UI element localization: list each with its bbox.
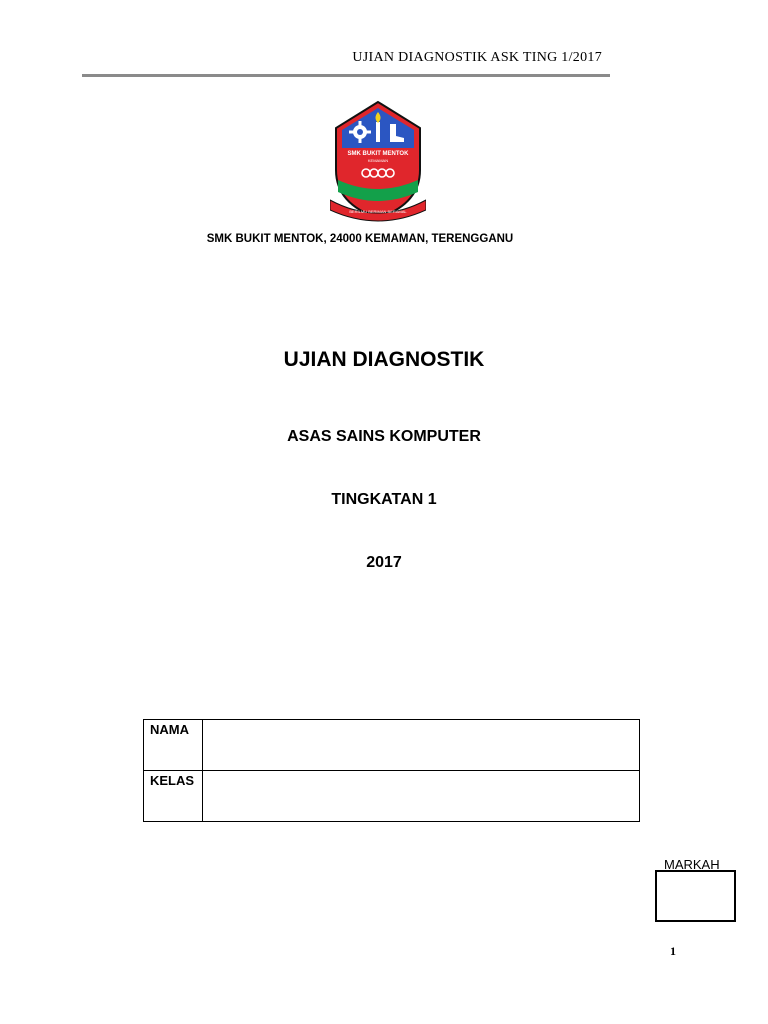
subject-title: ASAS SAINS KOMPUTER: [287, 428, 481, 445]
logo-sub-text: KEMAMAN: [367, 158, 389, 163]
table-row: [144, 771, 640, 822]
school-address: SMK BUKIT MENTOK, 24000 KEMAMAN, TERENGGANU: [206, 233, 514, 245]
header-rule: [82, 74, 610, 77]
student-info-table: [143, 719, 640, 822]
logo-ribbon-text: BERILMU BERIMAN BERAMAL: [349, 209, 407, 214]
class-label: KELAS: [144, 771, 203, 822]
exam-year: 2017: [366, 554, 402, 571]
name-field[interactable]: [203, 720, 640, 771]
page-number: 1: [670, 944, 676, 958]
marks-box[interactable]: [655, 870, 736, 922]
school-crest-logo: [330, 100, 426, 226]
logo-banner-text: SMK BUKIT MENTOK: [347, 151, 409, 157]
exam-title: UJIAN DIAGNOSTIK: [283, 348, 485, 371]
marks-label: MARKAH: [664, 857, 720, 872]
form-level: TINGKATAN 1: [331, 491, 437, 508]
running-header: UJIAN DIAGNOSTIK ASK TING 1/2017: [352, 50, 602, 65]
name-label: NAMA: [144, 720, 203, 771]
class-field[interactable]: [203, 771, 640, 822]
table-row: [144, 720, 640, 771]
